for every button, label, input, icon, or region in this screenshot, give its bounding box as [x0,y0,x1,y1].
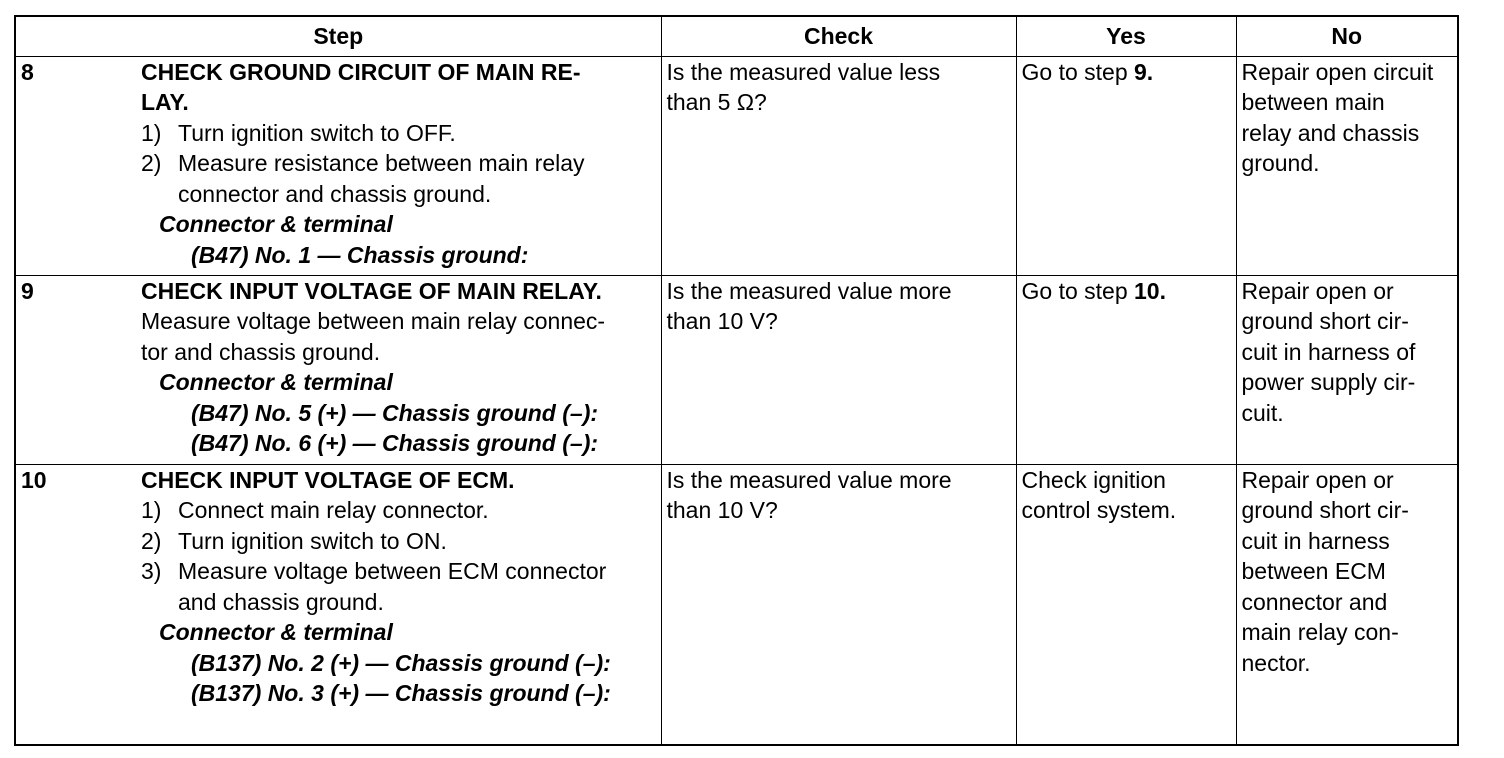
check-text: Is the measured value more [666,466,952,493]
yes-text: control system. [1021,497,1177,523]
check-cell [661,56,1016,275]
yes-text: Check ignition [1021,466,1166,493]
header-step: Step [15,16,661,56]
check-text: Is the measured value less [666,58,941,85]
no-text: nector. [1241,649,1311,676]
item-text: Turn ignition switch to ON. [178,527,447,554]
header-check: Check [661,16,1016,56]
no-cell [1236,275,1458,464]
terminal-spec: (B47) No. 5 (+) — Chassis ground (–): [191,399,599,426]
check-text: than 5 Ω? [666,89,767,115]
no-text: between ECM [1241,558,1386,584]
no-text: power supply cir- [1241,369,1416,395]
item-number: 1) [141,497,162,523]
no-text: main relay con- [1241,619,1399,645]
diagnostic-table [14,15,1459,746]
no-text: ground short cir- [1241,308,1409,334]
no-text: ground short cir- [1241,497,1409,523]
check-cell [661,464,1016,745]
terminal-spec: (B47) No. 6 (+) — Chassis ground (–): [191,430,599,456]
procedure-item [141,118,657,149]
yes-text [1022,57,1236,88]
check-text: than 10 V? [666,497,778,523]
step-title-line: LAY. [141,89,189,115]
connector-label: Connector & terminal [159,211,393,237]
header-yes: Yes [1016,16,1236,56]
yes-cell [1016,464,1236,745]
item-text: Measure resistance between main relay [178,150,585,176]
step-number: 8 [21,58,34,85]
table-row-step-10 [15,464,1458,745]
step-title-line: CHECK INPUT VOLTAGE OF ECM. [141,466,515,493]
item-text: Measure voltage between ECM connector [178,558,607,584]
check-text: than 10 V? [666,308,778,334]
no-cell [1236,464,1458,745]
step-number: 10 [21,466,47,493]
item-text: Turn ignition switch to OFF. [178,119,456,146]
step-cell [15,56,661,275]
no-text: cuit in harness [1241,527,1390,554]
step-number: 9 [21,277,34,304]
yes-cell [1016,275,1236,464]
step-title-line: CHECK INPUT VOLTAGE OF MAIN RELAY. [141,277,602,304]
yes-prefix: Go to step [1021,58,1135,85]
connector-label: Connector & terminal [159,369,393,395]
procedure-item [141,556,657,617]
no-cell [1236,56,1458,275]
connector-label: Connector & terminal [159,619,393,645]
procedure-item [141,526,657,557]
no-text: relay and chassis [1241,119,1420,146]
step-cell [15,275,661,464]
no-text: connector and [1241,588,1388,615]
terminal-spec: (B137) No. 2 (+) — Chassis ground (–): [191,649,611,676]
item-text: Connect main relay connector. [178,497,489,523]
item-number: 2) [141,527,162,554]
terminal-spec: (B47) No. 1 — Chassis ground: [191,241,529,268]
no-text: cuit in harness of [1241,338,1416,365]
yes-prefix: Go to step [1021,277,1135,304]
no-text: Repair open circuit [1241,58,1434,85]
no-text: Repair open or [1241,466,1394,493]
terminal-spec: (B137) No. 3 (+) — Chassis ground (–): [191,680,611,706]
yes-cell [1016,56,1236,275]
step-body-line: tor and chassis ground. [141,338,381,365]
table-row-step-8 [15,56,1458,275]
no-text: cuit. [1241,399,1284,426]
step-title-line: CHECK GROUND CIRCUIT OF MAIN RE- [141,58,581,85]
item-text: connector and chassis ground. [178,180,492,207]
step-body-line: Measure voltage between main relay connec- [141,308,606,334]
check-cell [661,275,1016,464]
no-text: between main [1241,89,1385,115]
no-text: ground. [1241,150,1320,176]
item-number: 1) [141,119,162,146]
header-no: No [1236,16,1458,56]
step-cell [15,464,661,745]
yes-step-ref: 10. [1134,277,1166,304]
item-text: and chassis ground. [178,588,384,615]
yes-text [1022,276,1236,307]
item-number: 2) [141,150,162,176]
check-text: Is the measured value more [666,277,952,304]
yes-step-ref: 9. [1134,58,1154,85]
procedure-item [141,495,657,526]
table-row-step-9 [15,275,1458,464]
item-number: 3) [141,558,162,584]
header-row [15,16,1458,56]
procedure-item [141,148,657,209]
no-text: Repair open or [1241,277,1394,304]
